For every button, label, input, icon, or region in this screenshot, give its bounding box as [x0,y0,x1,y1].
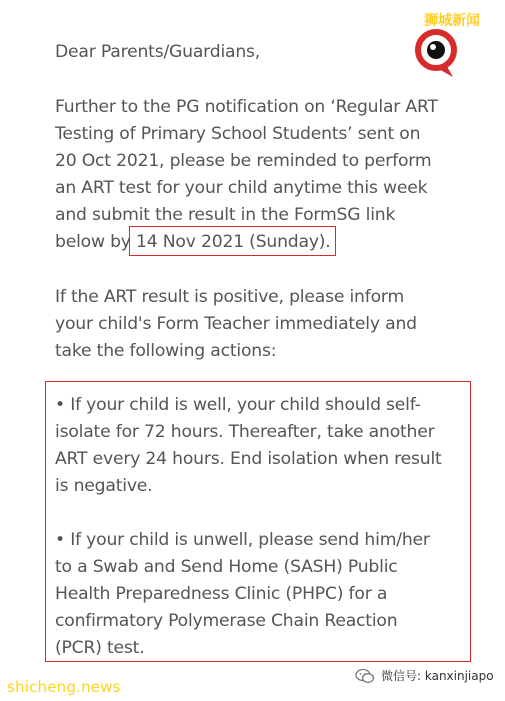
text-line: is negative. [55,476,153,496]
text-line: isolate for 72 hours. Thereafter, take another [55,422,435,442]
text-line: 20 Oct 2021, please be reminded to perform [55,151,432,171]
text-line: below by 14 Nov 2021 (Sunday). [55,232,331,252]
text-line: take the following actions: [55,341,277,361]
deadline-highlight-box [129,226,336,256]
text-line: your child's Form Teacher immediately and [55,314,417,334]
text-line: to a Swab and Send Home (SASH) Public [55,557,398,577]
text-line: and submit the result in the FormSG link [55,205,396,225]
text-line: Further to the PG notification on ‘Regular ART [55,97,438,117]
greeting: Dear Parents/Guardians, [55,42,261,62]
wechat-watermark [355,667,494,684]
bullet-child-unwell [55,527,430,662]
wechat-id: 微信号: kanxinjiapo [381,669,494,683]
site-watermark: shicheng.news [7,678,121,696]
text-line: ART every 24 hours. End isolation when result [55,449,442,469]
wechat-icon [355,668,375,684]
text-line: Health Preparedness Clinic (PHPC) for a [55,584,388,604]
text-line: an ART test for your child anytime this week [55,178,428,198]
text-line: (PCR) test. [55,638,145,658]
text-line: If the ART result is positive, please inform [55,287,405,307]
paragraph-positive-result [55,284,417,365]
text-line: confirmatory Polymerase Chain Reaction [55,611,398,631]
text-line: • If your child is well, your child should self- [55,395,421,415]
text-line: Testing of Primary School Students’ sent on [55,124,421,144]
eye-logo-icon [413,27,461,81]
bullet-child-well [55,392,442,500]
text-line: • If your child is unwell, please send him/her [55,530,430,550]
logo-name: 狮城新闻 [424,13,480,29]
